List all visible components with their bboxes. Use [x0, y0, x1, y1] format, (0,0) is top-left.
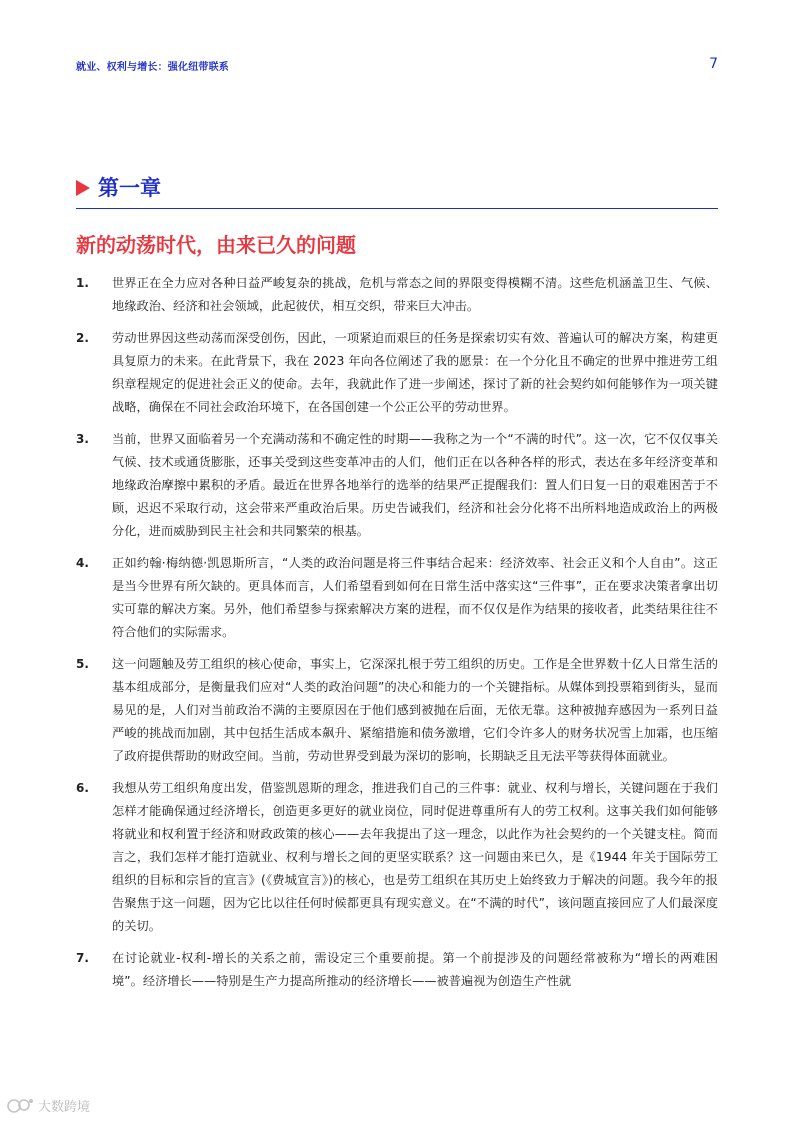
paragraph-text: 世界正在全力应对各种日益严峻复杂的挑战，危机与常态之间的界限变得模糊不清。这些危机涵盖卫生、气候、地缘政治、经济和社会领域，此起彼伏，相互交织，带来巨大冲击。 — [112, 276, 718, 313]
running-header-title: 就业、权利与增长：强化纽带联系 — [76, 62, 229, 73]
paragraph-text: 在讨论就业-权利-增长的关系之前，需设定三个重要前提。第一个前提涉及的问题经常被称为“增长的两难困境”。经济增长——特别是生产力提高所推动的经济增长——被普遍视为创造生产性就 — [112, 951, 718, 988]
watermark-logo-icon — [6, 1096, 34, 1114]
paragraph — [76, 552, 718, 644]
paragraph — [76, 428, 718, 543]
triangle-arrow-icon — [76, 180, 90, 196]
paragraph-number: 6. — [76, 781, 89, 795]
section-title: 新的动荡时代，由来已久的问题 — [76, 233, 356, 257]
paragraph — [76, 653, 718, 768]
page-header — [76, 58, 718, 74]
paragraph-text: 劳动世界因这些动荡而深受创伤，因此，一项紧迫而艰巨的任务是探索切实有效、普遍认可的解决方案，构建更具复原力的未来。在此背景下，我在 2023 年向各位阐述了我的愿景：在一个分化且不确定的世界中推进劳工组织章程规定的促进社会正义的使命。去年，我就此作了进一步阐述，探讨了新的社会契约如何能够作为一项关键战略，确保在不同社会政治环境下，在各国创建一个公正公平的劳动世界。 — [112, 331, 718, 414]
paragraph — [76, 777, 718, 938]
watermark-text: 大数跨境 — [38, 1099, 91, 1115]
page-number: 7 — [709, 56, 718, 72]
paragraph-number: 1. — [76, 276, 89, 290]
paragraph — [76, 327, 718, 419]
paragraph-text: 当前，世界又面临着另一个充满动荡和不确定性的时期——我称之为一个“不满的时代”。这一次，它不仅仅事关气候、技术或通货膨胀，还事关受到这些变革冲击的人们，他们正在以各种各样的形式，表达在多年经济变革和地缘政治摩擦中累积的矛盾。最近在世界各地举行的选举的结果严正提醒我们：置人们日复一日的艰难困苦于不顾，迟迟不采取行动，这会带来严重政治后果。历史告诫我们，经济和社会分化将不出所料地造成政治上的两极分化，进而威胁到民主社会和共同繁荣的根基。 — [112, 432, 718, 538]
paragraph-text: 这一问题触及劳工组织的核心使命，事实上，它深深扎根于劳工组织的历史。工作是全世界数十亿人日常生活的基本组成部分，是衡量我们应对“人类的政治问题”的决心和能力的一个关键指标。从媒体到投票箱到街头，显而易见的是，人们对当前政治不满的主要原因在于他们感到被抛在后面，无依无靠。这种被抛弃感因为一系列日益严峻的挑战而加剧，其中包括生活成本飙升、紧缩措施和债务激增，它们令许多人的财务状况雪上加霜，也压缩了政府提供帮助的财政空间。当前，劳动世界受到最为深切的影响，长期缺乏且无法平等获得体面就业。 — [112, 657, 718, 763]
paragraph-number: 2. — [76, 331, 89, 345]
paragraph-number: 7. — [76, 951, 89, 965]
paragraph-list — [76, 272, 718, 1002]
chapter-title: 第一章 — [98, 176, 161, 200]
paragraph-number: 3. — [76, 432, 89, 446]
paragraph-text: 我想从劳工组织角度出发，借鉴凯恩斯的理念，推进我们自己的三件事：就业、权利与增长，关键问题在于我们怎样才能确保通过经济增长，创造更多更好的就业岗位，同时促进尊重所有人的劳工权利。这事关我们如何能够将就业和权利置于经济和财政政策的核心——去年我提出了这一理念，以此作为社会契约的一个关键支柱。简而言之，我们怎样才能打造就业、权利与增长之间的更坚实联系？这一问题由来已久，是《1944 年关于国际劳工组织的目标和宗旨的宣言》(《费城宣言》)的核心，也是劳工组织在其历史上始终致力于解决的问题。我今年的报告聚焦于这一问题，因为它比以往任何时候都更具有现实意义。在“不满的时代”，该问题直接回应了人们最深度的关切。 — [112, 781, 718, 933]
paragraph-text: 正如约翰·梅纳德·凯恩斯所言，“人类的政治问题是将三件事结合起来：经济效率、社会正义和个人自由”。这正是当今世界有所欠缺的。更具体而言，人们希望看到如何在日常生活中落实这“三件事”，正在要求决策者拿出切实可靠的解决方案。另外，他们希望参与探索解决方案的进程，而不仅仅是作为结果的接收者，此类结果往往不符合他们的实际需求。 — [112, 556, 718, 639]
paragraph — [76, 947, 718, 993]
paragraph-number: 4. — [76, 556, 89, 570]
paragraph-number: 5. — [76, 657, 89, 671]
watermark — [6, 1094, 90, 1116]
chapter-heading — [76, 174, 718, 209]
paragraph — [76, 272, 718, 318]
